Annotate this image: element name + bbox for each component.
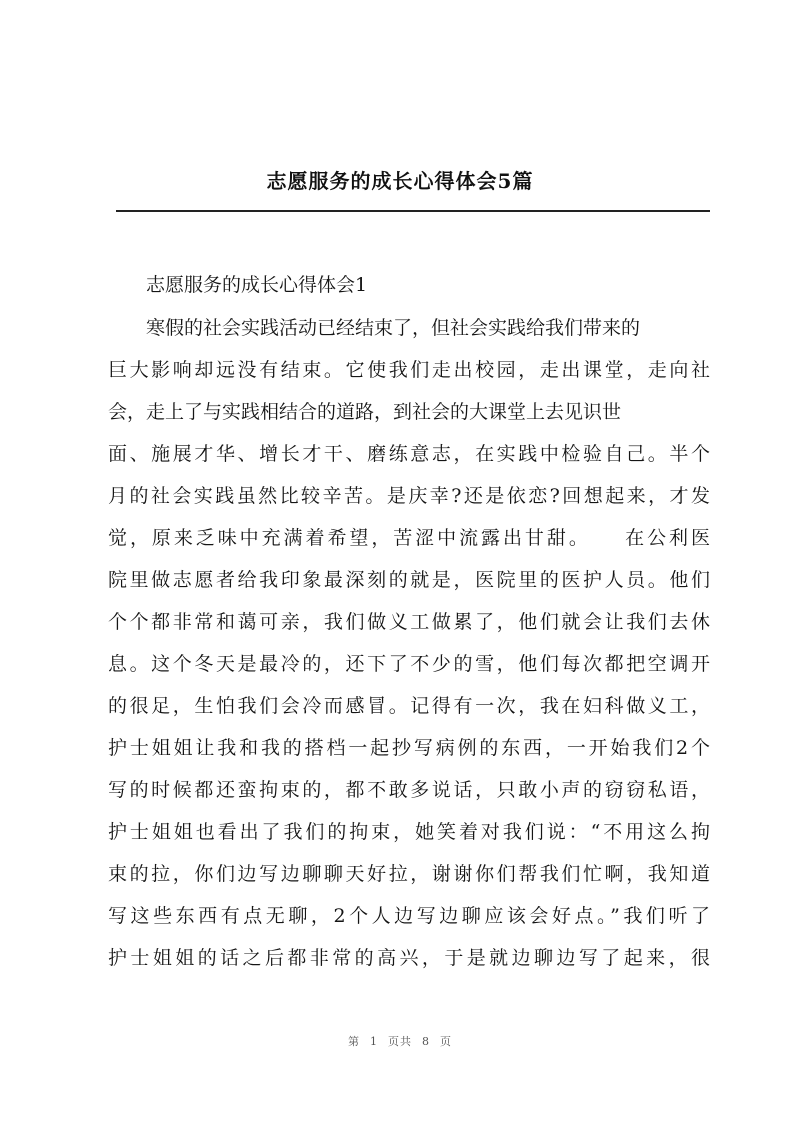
paragraph-line: 护士姐姐让我和我的搭档一起抄写病例的东西，一开始我们2个 bbox=[108, 737, 710, 759]
paragraph-line: 寒假的社会实践活动已经结束了，但社会实践给我们带来的 bbox=[146, 317, 641, 339]
paragraph-line: 巨大影响却远没有结束。它使我们走出校园，走出课堂，走向社 bbox=[108, 359, 710, 381]
paragraph-line: 束的拉，你们边写边聊聊天好拉，谢谢你们帮我们忙啊，我知道 bbox=[108, 863, 710, 885]
section-heading: 志愿服务的成长心得体会1 bbox=[146, 274, 368, 296]
paragraph-line: 个个都非常和蔼可亲，我们做义工做累了，他们就会让我们去休 bbox=[108, 611, 710, 633]
footer-middle: 页共 bbox=[388, 1035, 412, 1048]
paragraph-line: 觉，原来乏味中充满着希望，苦涩中流露出甘甜。 在公利医 bbox=[108, 527, 710, 549]
paragraph-line: 写这些东西有点无聊，2个人边写边聊应该会好点。”我们听了 bbox=[108, 905, 710, 927]
paragraph-line: 面、施展才华、增长才干、磨练意志，在实践中检验自己。半个 bbox=[108, 443, 710, 465]
paragraph-line: 护士姐姐的话之后都非常的高兴，于是就边聊边写了起来，很 bbox=[108, 947, 710, 969]
document-title: 志愿服务的成长心得体会5篇 bbox=[266, 169, 534, 193]
title-divider bbox=[116, 210, 710, 212]
footer-page-number: 1 bbox=[370, 1035, 378, 1048]
paragraph-line: 院里做志愿者给我印象最深刻的就是，医院里的医护人员。他们 bbox=[108, 569, 710, 591]
paragraph-line: 会，走上了与实践相结合的道路，到社会的大课堂上去见识世 bbox=[108, 401, 622, 423]
paragraph-line: 月的社会实践虽然比较辛苦。是庆幸?还是依恋?回想起来，才发 bbox=[108, 485, 710, 507]
paragraph-line: 的很足，生怕我们会冷而感冒。记得有一次，我在妇科做义工， bbox=[108, 695, 710, 717]
paragraph-line: 写的时候都还蛮拘束的，都不敢多说话，只敢小声的窃窃私语， bbox=[108, 779, 710, 801]
paragraph-line: 护士姐姐也看出了我们的拘束，她笑着对我们说：“不用这么拘 bbox=[108, 821, 710, 843]
paragraph-line: 息。这个冬天是最冷的，还下了不少的雪，他们每次都把空调开 bbox=[108, 653, 710, 675]
footer-suffix: 页 bbox=[440, 1035, 452, 1048]
footer-prefix: 第 bbox=[348, 1035, 360, 1048]
footer-total-pages: 8 bbox=[422, 1035, 430, 1048]
page-footer bbox=[0, 1033, 800, 1049]
